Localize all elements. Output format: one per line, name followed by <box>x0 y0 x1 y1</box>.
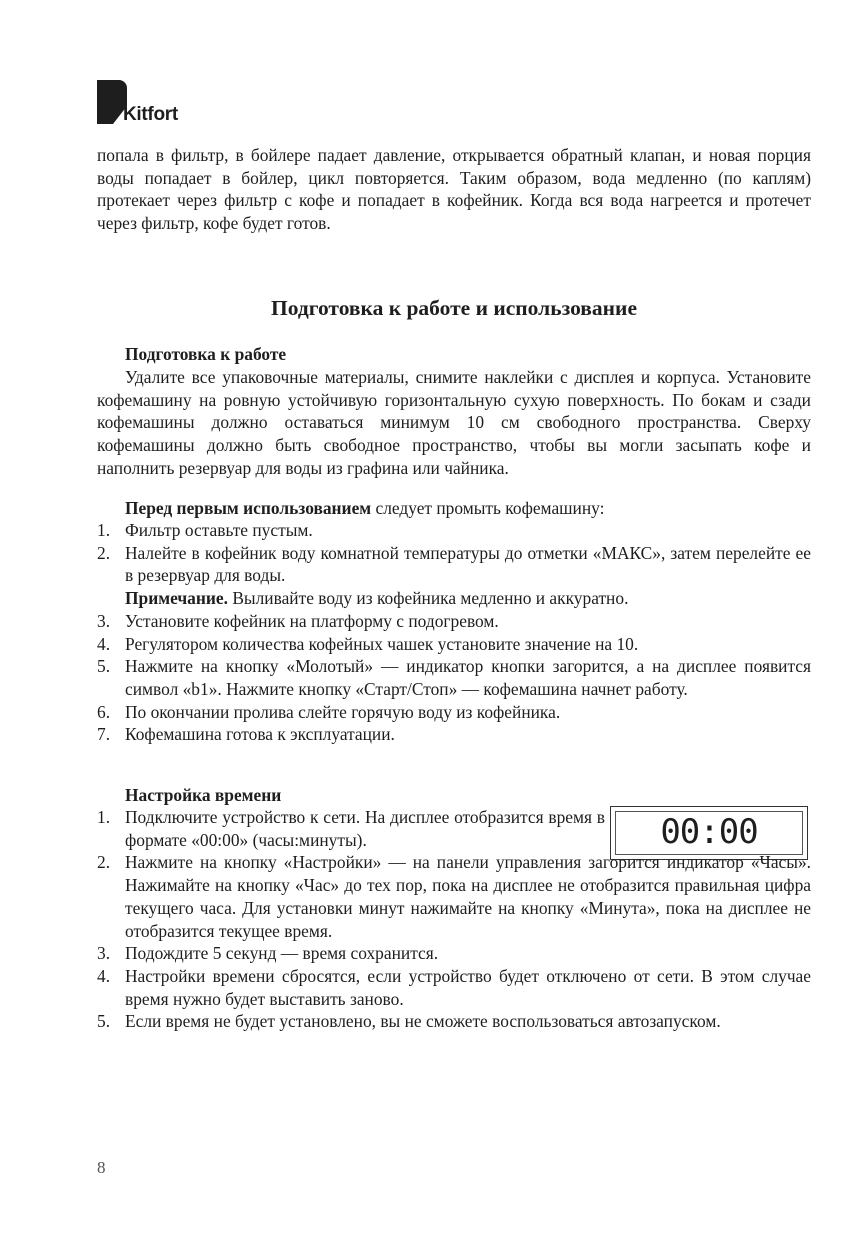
list-text: По окончании пролива слейте горячую воду из кофейника. <box>125 701 561 722</box>
list-text: Установите кофейник на платформу с подогревом. <box>125 610 499 631</box>
note <box>125 587 811 610</box>
display-time: 00:00 <box>660 812 758 852</box>
list-item <box>97 723 811 746</box>
list-text: Нажмите на кнопку «Настройки» — на панели управления загорится индикатор «Часы». Нажимайте на кнопку «Час» до тех пор, пока на дисплее не отобразится правильная цифра текущего часа. Для установки минут нажимайте на кнопку «Минута», пока на дисплее не отобразится текущее время. <box>125 852 811 941</box>
list-item <box>97 1010 811 1033</box>
list-text: Регулятором количества кофейных чашек установите значение на 10. <box>125 633 639 654</box>
list-text: Фильтр оставьте пустым. <box>125 520 313 540</box>
list-number: 2. <box>97 852 111 873</box>
list-number: 2. <box>97 542 111 563</box>
list-number: 4. <box>97 965 111 986</box>
first-use-steps <box>97 519 811 746</box>
first-use-lead <box>97 497 811 520</box>
list-number: 5. <box>97 1011 111 1032</box>
list-number: 3. <box>97 610 111 631</box>
list-number: 6. <box>97 701 111 722</box>
section-title: Подготовка к работе и использование <box>271 296 637 320</box>
preparation-text: Удалите все упаковочные материалы, снимите наклейки с дисплея и корпуса. Установите кофемашину на ровную устойчивую горизонтальную сухую поверхность. По бокам и сзади кофемашины должно оставаться минимум 10 см свободного пространства. Сверху кофемашины должно быть свободное пространство, чтобы вы могли засыпать кофе и наполнить резервуар для воды из графина или чайника. <box>97 367 811 478</box>
page-number: 8 <box>97 1158 106 1177</box>
brand-logo <box>97 80 217 130</box>
list-item <box>97 701 811 724</box>
time-setup-title: Настройка времени <box>125 785 282 805</box>
time-setup-steps <box>97 806 811 1033</box>
preparation-title: Подготовка к работе <box>125 344 287 364</box>
list-number: 5. <box>97 656 111 677</box>
list-item <box>97 851 811 942</box>
first-use-lead-rest: следует промыть кофемашину: <box>371 498 605 518</box>
list-item <box>97 633 811 656</box>
list-number: 1. <box>97 520 111 540</box>
list-number: 4. <box>97 633 111 654</box>
list-text: Налейте в кофейник воду комнатной температуры до отметки «МАКС», затем перелейте ее в резервуар для воды. <box>125 542 811 586</box>
list-item <box>97 542 811 610</box>
list-text: Подключите устройство к сети. На дисплее отобразится время в формате «00:00» (часы:минуты). <box>125 807 605 850</box>
list-number: 1. <box>97 807 111 827</box>
list-item <box>97 655 811 700</box>
list-text: Подождите 5 секунд — время сохранится. <box>125 943 439 964</box>
brand-name: Kitfort <box>123 104 178 125</box>
list-item <box>97 942 811 965</box>
list-item <box>97 806 605 851</box>
list-item <box>97 965 811 1010</box>
list-text: Если время не будет установлено, вы не сможете воспользоваться автозапуском. <box>125 1011 721 1032</box>
list-text: Кофемашина готова к эксплуатации. <box>125 724 395 745</box>
list-text: Нажмите на кнопку «Молотый» — индикатор кнопки загорится, а на дисплее появится символ «b1». Нажмите кнопку «Старт/Стоп» — кофемашина начнет работу. <box>125 656 811 699</box>
note-label: Примечание. <box>125 588 228 609</box>
list-text: Настройки времени сбросятся, если устройство будет отключено от сети. В этом случае время нужно будет выставить заново. <box>125 965 811 1009</box>
list-item <box>97 519 811 542</box>
list-item <box>97 610 811 633</box>
list-number: 7. <box>97 724 111 745</box>
intro-paragraph: попала в фильтр, в бойлере падает давление, открывается обратный клапан, и новая порция воды попадает в бойлер, цикл повторяется. Таким образом, вода медленно (по каплям) протекает через фильтр с кофе и попадает в кофейник. Когда вся вода нагреется и протечет через фильтр, кофе будет готов. <box>97 145 811 234</box>
note-text: Выливайте воду из кофейника медленно и аккуратно. <box>227 588 629 609</box>
list-number: 3. <box>97 943 111 964</box>
first-use-lead-bold: Перед первым использованием <box>125 498 372 518</box>
